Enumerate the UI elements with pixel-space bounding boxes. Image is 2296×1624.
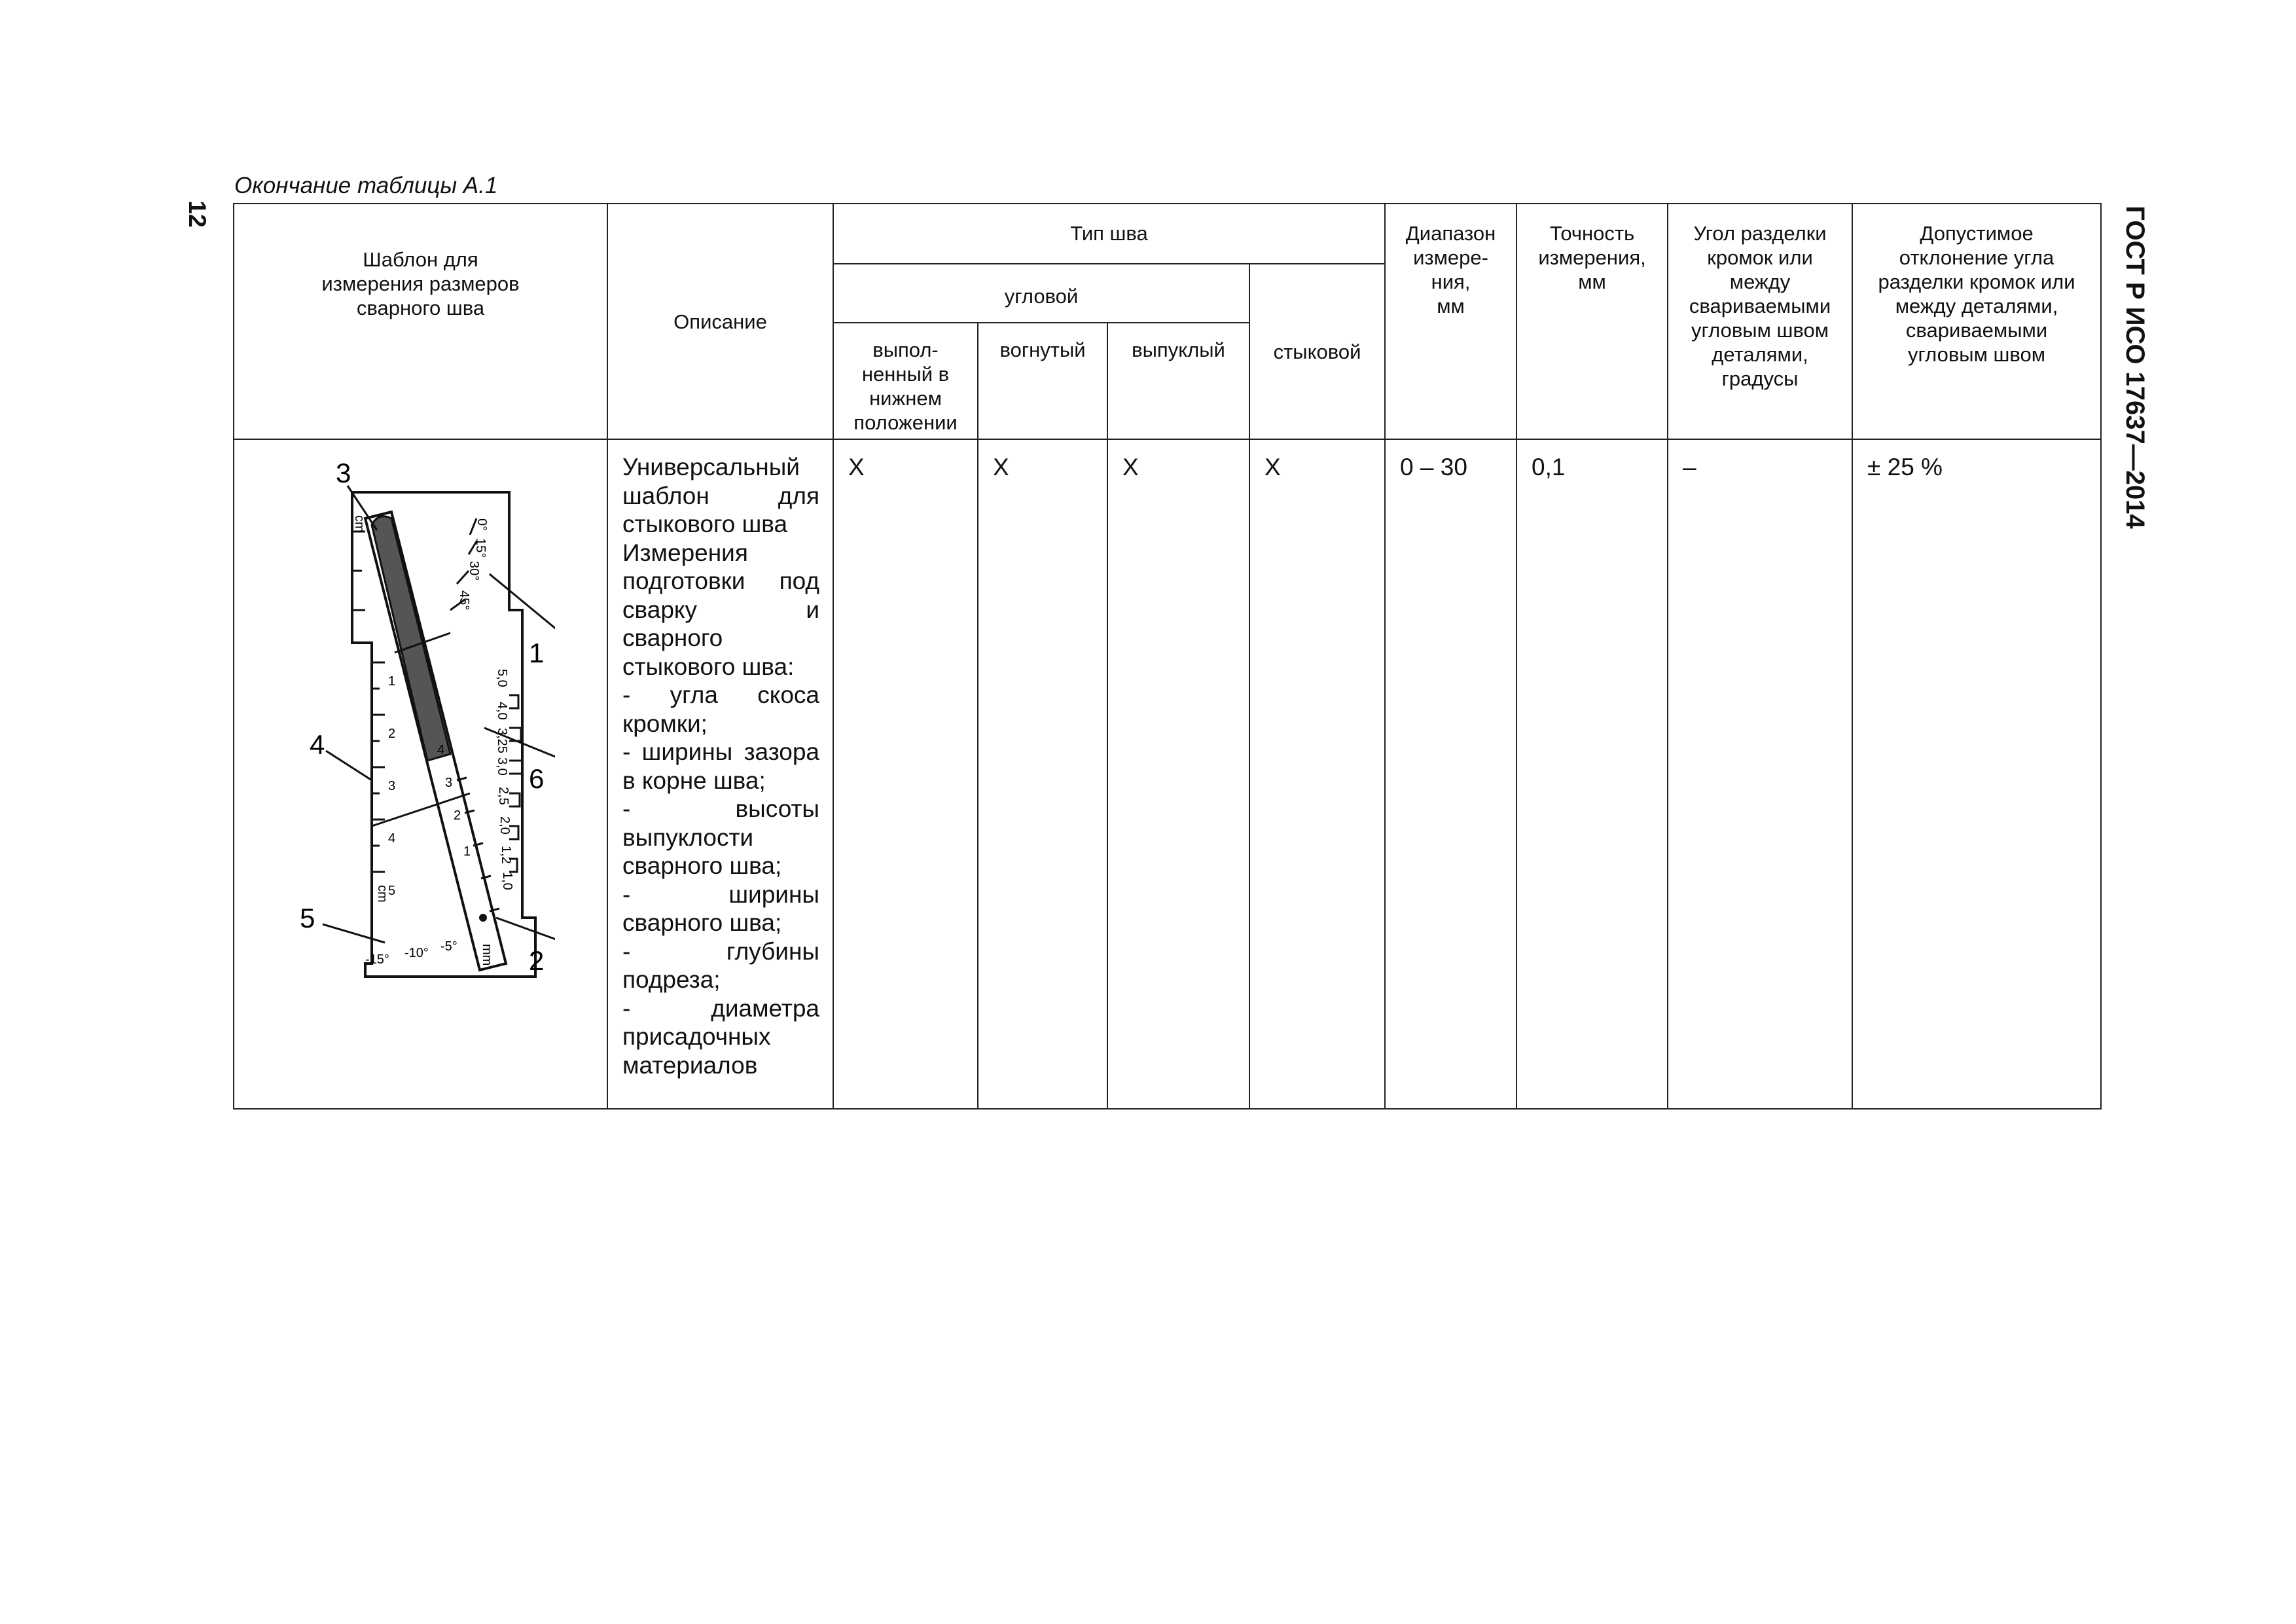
header-accuracy <box>1516 204 1668 439</box>
description-line: Универсальный <box>622 454 800 480</box>
description-line: - диаметра <box>622 994 819 1022</box>
header-butt-text: стыковой <box>1273 340 1361 363</box>
header-description-text: Описание <box>673 310 767 333</box>
left-scale-4: 4 <box>388 831 396 846</box>
header-seam-type-text: Тип шва <box>1070 222 1148 245</box>
accuracy-cell: 0,1 <box>1516 439 1668 1109</box>
header-fillet-text: угловой <box>1004 284 1079 308</box>
callout-2: 2 <box>529 945 545 976</box>
fillet-convex-cell: X <box>1107 439 1249 1109</box>
angle-label-minus5: -5° <box>440 939 457 954</box>
fillet-flat-cell: X <box>833 439 978 1109</box>
header-fillet <box>833 264 1249 323</box>
slide-scale-3: 3 <box>445 776 453 790</box>
gap-label-3-0: 3,0 <box>495 757 509 776</box>
description-line: материалов <box>622 1051 758 1079</box>
butt-cell: X <box>1249 439 1385 1109</box>
description-line: сварку и <box>622 596 819 623</box>
unit-cm-bottom: cm <box>375 885 389 903</box>
header-range-text: Диапазон измере- ния, мм <box>1405 222 1496 317</box>
description-line: в корне шва; <box>622 767 766 794</box>
description-line: кромки; <box>622 710 708 737</box>
range-cell: 0 – 30 <box>1385 439 1516 1109</box>
left-scale-5: 5 <box>388 884 396 898</box>
callout-3: 3 <box>336 458 351 488</box>
header-fillet-flat <box>833 323 978 439</box>
description-line: стыкового шва <box>622 511 788 537</box>
weld-gauge-figure <box>274 453 555 1016</box>
left-scale-1: 1 <box>388 674 396 689</box>
header-angle-tolerance-text: Допустимое отклонение угла разделки кромок или между деталями, свариваемыми угловым швом <box>1878 222 2075 366</box>
description-line: шаблон для <box>622 482 819 509</box>
header-bevel-angle <box>1668 204 1852 439</box>
description-line: стыкового шва: <box>622 653 795 680</box>
description-cell <box>607 439 833 1109</box>
bevel-angle-cell: – <box>1668 439 1852 1109</box>
angle-label-30: 30° <box>467 561 481 581</box>
header-butt <box>1249 264 1385 439</box>
gap-label-1-2: 1,2 <box>499 846 513 864</box>
angle-label-15: 15° <box>473 538 488 558</box>
header-template-text: Шаблон для измерения размеров сварного шва <box>321 248 520 319</box>
left-scale-3: 3 <box>388 779 396 793</box>
table-caption: Окончание таблицы А.1 <box>234 173 498 198</box>
description-line: выпуклости <box>622 823 754 851</box>
callout-4: 4 <box>310 729 325 760</box>
gap-label-2-5: 2,5 <box>496 787 511 805</box>
description-line: Измерения <box>622 539 748 566</box>
angle-tolerance-cell: ± 25 % <box>1852 439 2101 1109</box>
weld-gauge-table <box>233 203 2102 1110</box>
header-range <box>1385 204 1516 439</box>
gap-label-5-0: 5,0 <box>495 669 509 687</box>
description-line: сварного <box>622 624 723 651</box>
gauge-figure-cell <box>234 439 607 1109</box>
gap-label-4-0: 4,0 <box>495 702 509 720</box>
document-code: ГОСТ Р ИСО 17637—2014 <box>2121 206 2149 529</box>
slide-scale-1: 1 <box>463 844 471 859</box>
fillet-concave-cell: X <box>978 439 1107 1109</box>
description-line: - высоты <box>622 795 819 822</box>
header-template <box>234 204 607 439</box>
gap-label-3-25: 3,25 <box>495 728 509 753</box>
slide-scale-2: 2 <box>454 808 461 823</box>
angle-label-0: 0° <box>475 518 489 532</box>
header-description <box>607 204 833 439</box>
header-bevel-angle-text: Угол разделки кромок или между свариваемыми угловым швом деталями, градусы <box>1689 222 1831 390</box>
gap-label-1-0: 1,0 <box>500 872 514 890</box>
left-scale-2: 2 <box>388 727 396 741</box>
angle-label-minus15: -15° <box>365 952 389 967</box>
description-line: подреза; <box>622 966 721 993</box>
description-line: подготовки под <box>622 568 819 594</box>
header-angle-tolerance <box>1852 204 2101 439</box>
description-line: сварного шва; <box>622 852 782 879</box>
callout-1: 1 <box>529 638 545 668</box>
callout-6: 6 <box>529 763 545 794</box>
angle-label-45: 45° <box>457 590 471 611</box>
header-fillet-flat-text: выпол- ненный в нижнем положении <box>853 338 958 434</box>
description-line: сварного шва; <box>622 909 782 936</box>
slide-scale-4: 4 <box>437 743 445 757</box>
header-fillet-convex <box>1107 323 1249 439</box>
description-line: - ширины зазора <box>622 738 819 765</box>
table-row <box>234 439 2101 1109</box>
header-fillet-concave-text: вогнутый <box>999 338 1086 361</box>
header-fillet-concave <box>978 323 1107 439</box>
page-number: 12 <box>184 200 211 228</box>
unit-cm-top: cm <box>352 515 367 533</box>
header-seam-type <box>833 204 1385 264</box>
gap-label-2-0: 2,0 <box>497 816 512 835</box>
unit-mm: mm <box>480 944 494 966</box>
description-line: - ширины <box>622 880 819 908</box>
description-line: присадочных <box>622 1023 771 1050</box>
header-accuracy-text: Точность измерения, мм <box>1538 222 1646 293</box>
callout-5: 5 <box>300 903 315 933</box>
header-fillet-convex-text: выпуклый <box>1132 338 1225 361</box>
description-line: - угла скоса <box>622 681 819 708</box>
description-line: - глубины <box>622 937 819 965</box>
angle-label-minus10: -10° <box>404 946 429 960</box>
